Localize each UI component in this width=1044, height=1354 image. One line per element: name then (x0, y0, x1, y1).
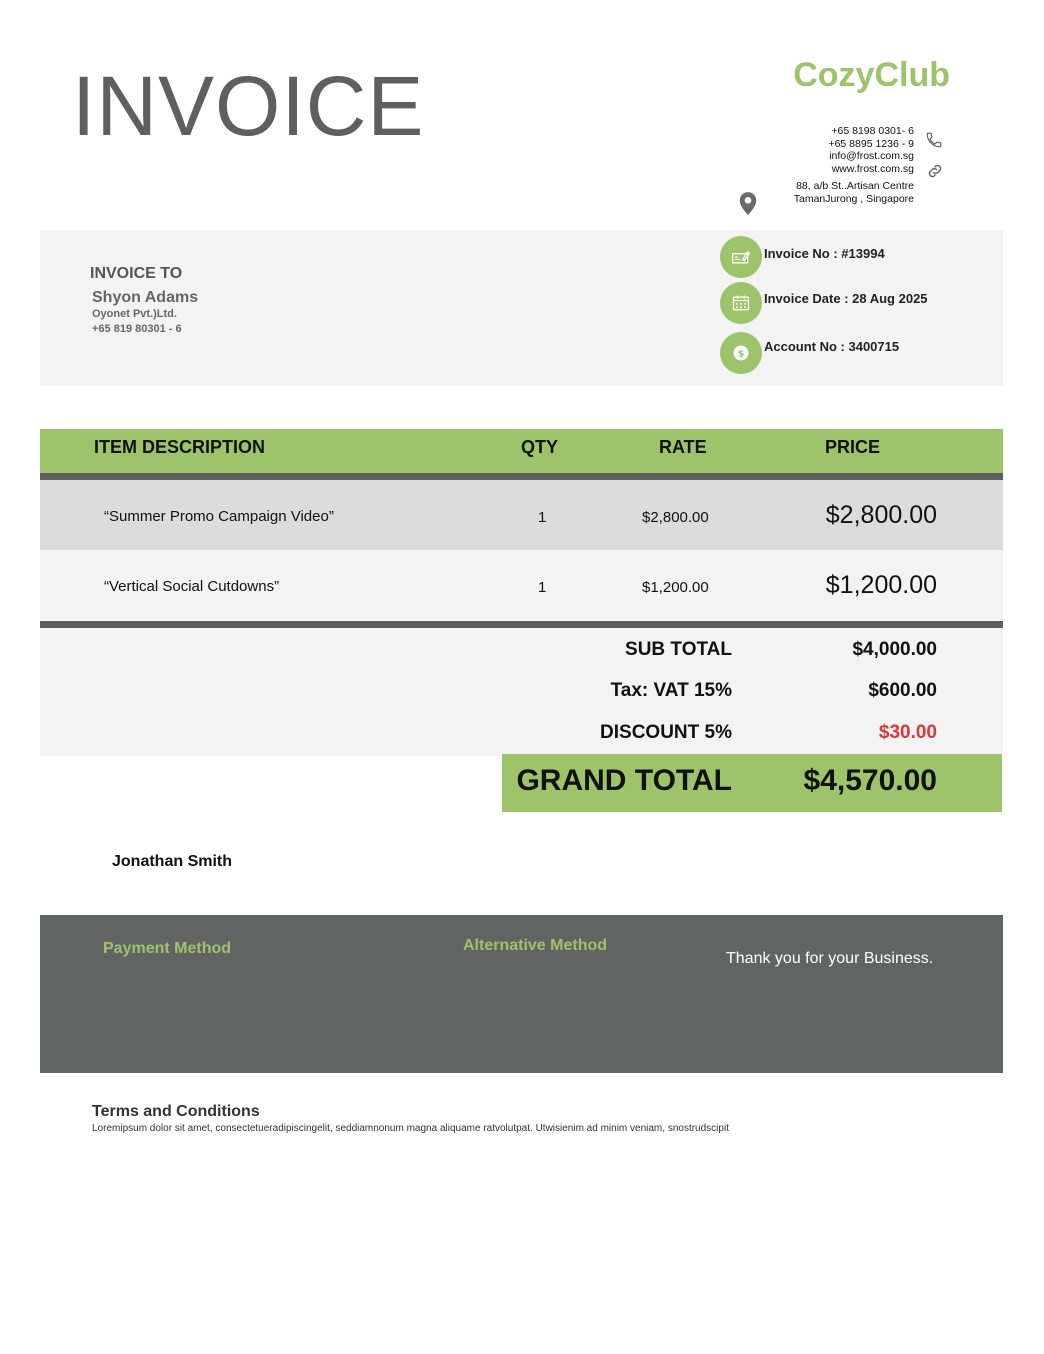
invoice-number-badge (720, 236, 762, 278)
address (794, 180, 914, 205)
discount-label: DISCOUNT 5% (600, 722, 732, 743)
row-2-rate: $1,200.00 (642, 579, 709, 596)
thank-you-note: Thank you for your Business. (726, 950, 934, 967)
email[interactable]: info@frost.com.sg (829, 150, 914, 162)
terms-heading: Terms and Conditions (92, 1103, 260, 1120)
brand-logo: CozyClub (793, 56, 950, 94)
invoice-date-badge (720, 282, 762, 324)
row-1-qty: 1 (538, 509, 547, 526)
svg-text:$: $ (737, 348, 745, 360)
discount-value: $30.00 (878, 722, 937, 743)
table-divider-bottom (40, 621, 1003, 628)
link-icon (926, 162, 944, 180)
subtotal-label: SUB TOTAL (625, 639, 732, 660)
subtotal-value: $4,000.00 (852, 639, 937, 660)
alternative-method-heading: Alternative Method (463, 937, 608, 954)
phone-icon (925, 131, 943, 149)
client-phone: +65 819 80301 - 6 (92, 323, 182, 335)
client-company: Oyonet Pvt.)Ltd. (92, 308, 177, 320)
phone-1: +65 8198 0301- 6 (831, 125, 914, 137)
tax-label: Tax: VAT 15% (610, 680, 732, 701)
row-2-qty: 1 (538, 579, 547, 596)
grand-total-value: $4,570.00 (803, 764, 937, 797)
row-2-description: “Vertical Social Cutdowns” (104, 578, 280, 595)
terms-text: Loremipsum dolor sit amet, consectetueradipiscingelit, seddiamnonum magna aliquame ratvolutpat. Utwisienim ad minim veniam, snostrudscipit (92, 1123, 729, 1134)
phone-2: +65 8895 1236 - 9 (828, 137, 914, 150)
invoice-number: Invoice No : #13994 (764, 246, 885, 261)
header-item-description: ITEM DESCRIPTION (94, 437, 266, 457)
website[interactable]: www.frost.com.sg (831, 162, 914, 175)
client-name: Shyon Adams (92, 289, 199, 306)
header-qty: QTY (521, 437, 559, 457)
phone-list (828, 125, 914, 175)
grand-total-label: GRAND TOTAL (516, 764, 732, 797)
header-price: PRICE (825, 437, 881, 457)
account-number: Account No : 3400715 (764, 339, 900, 354)
invoice-date: Invoice Date : 28 Aug 2025 (764, 291, 928, 306)
table-divider-top (40, 473, 1003, 480)
invoice-to-label: INVOICE TO (90, 265, 183, 282)
row-2-price: $1,200.00 (825, 571, 937, 599)
row-1-price: $2,800.00 (825, 501, 937, 529)
payment-method-heading: Payment Method (103, 940, 232, 957)
address-line-1: 88, a/b St..Artisan Centre (796, 180, 914, 192)
signatory-name: Jonathan Smith (112, 853, 233, 870)
row-1-description: “Summer Promo Campaign Video” (104, 508, 334, 525)
header-rate: RATE (659, 437, 707, 457)
invoice-title: INVOICE (72, 59, 425, 153)
location-pin-icon (737, 191, 759, 217)
tax-value: $600.00 (868, 680, 937, 701)
row-1-rate: $2,800.00 (642, 509, 709, 526)
address-line-2: TamanJurong , Singapore (793, 192, 914, 205)
account-number-badge (720, 332, 762, 374)
